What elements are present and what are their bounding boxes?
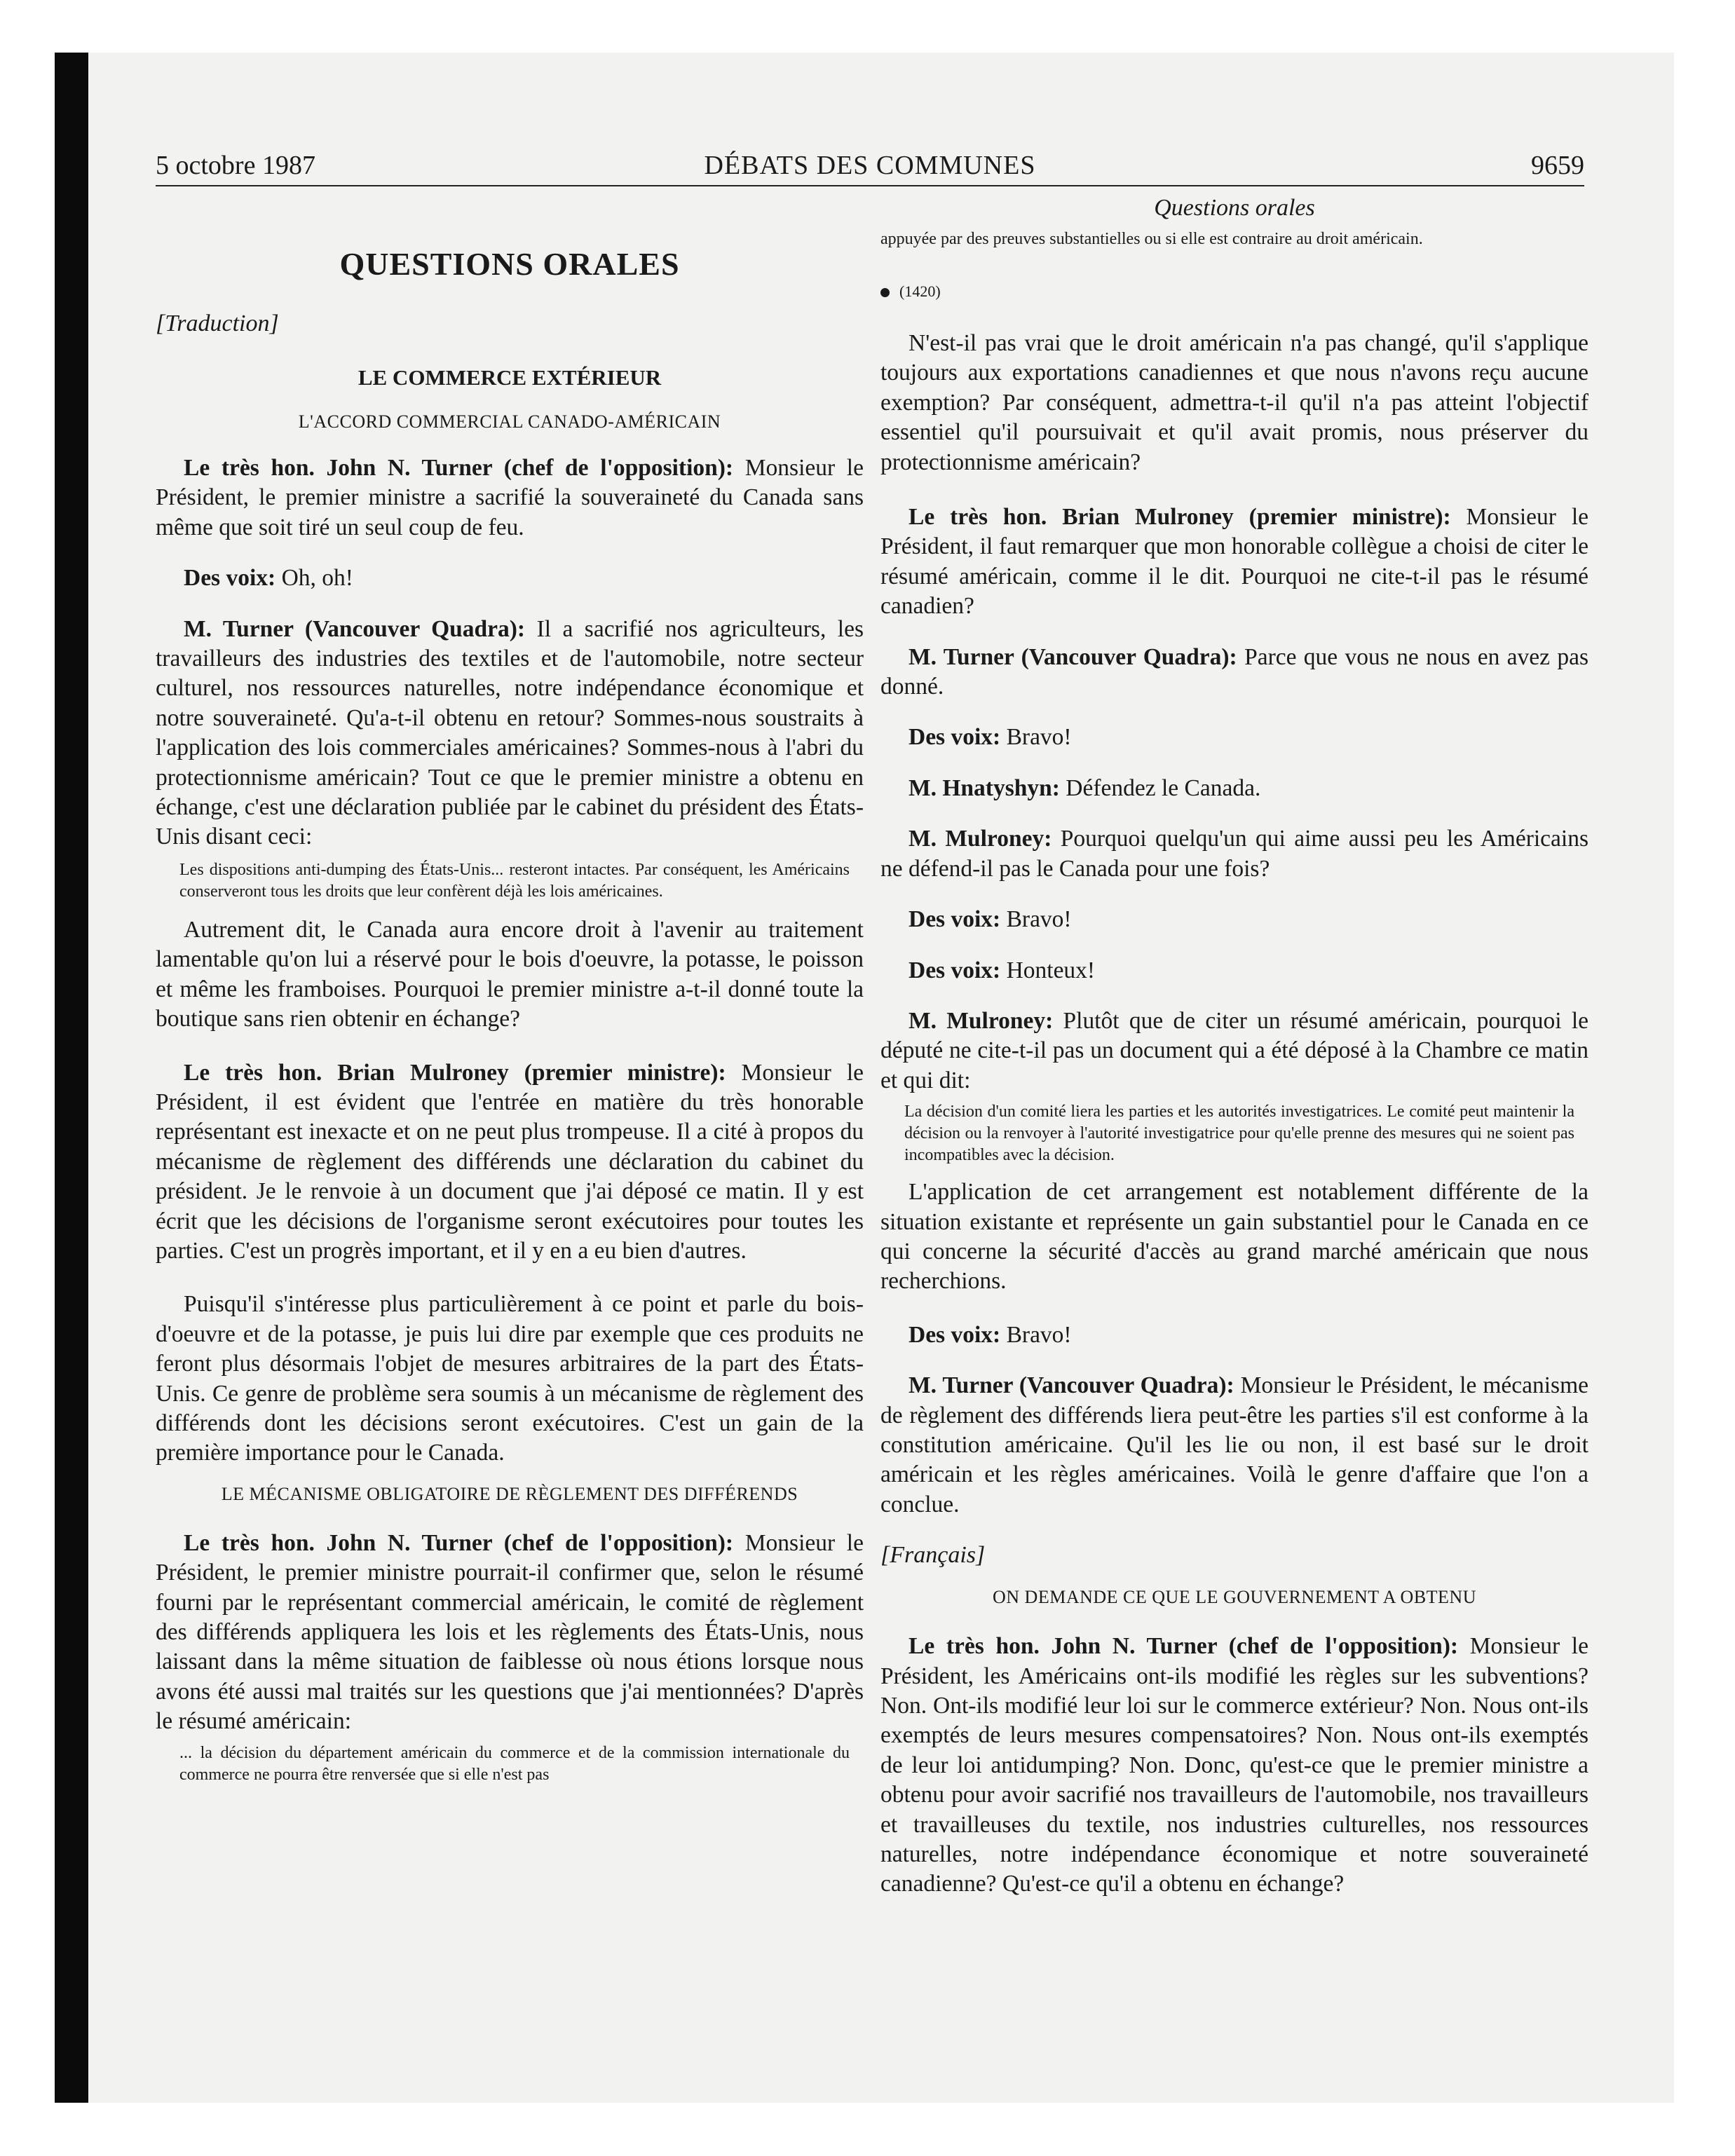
- paragraph: [156, 615, 864, 852]
- speaker-name: Des voix:: [909, 906, 1001, 933]
- speech-text: Monsieur le Président, il est évident que l'entrée en matière du très honorable représentant est inexacte et on ne peut plus trompeuse. Il a cité à propos du mécanisme de règlement des différends une déclaration du cabinet du président. Je le renvoie à un document que j'ai déposé ce matin. Il y est écrit que les décisions de l'organisme seront exécutoires pour toutes les parties. C'est un progrès important, et il y en a eu bien d'autres.: [156, 1059, 864, 1264]
- paragraph: L'application de cet arrangement est notablement différente de la situation existante et représente un gain substantiel pour le Canada en ce qui concerne la sécurité d'accès au grand marché américain que nous recherchions.: [880, 1179, 1588, 1295]
- paragraph: [880, 824, 1588, 884]
- speech-text: Monsieur le Président, il faut remarquer que mon honorable collègue a choisi de citer le résumé américain, comme il le dit. Pourquoi ne cite-t-il pas le résumé canadien?: [880, 504, 1588, 620]
- paragraph: [880, 723, 1588, 752]
- paragraph: [880, 905, 1588, 934]
- right-column: [880, 195, 1588, 1899]
- block-quote-continued: appuyée par des preuves substantielles ou si elle est contraire au droit américain.: [880, 230, 1423, 248]
- speaker-name: Des voix:: [184, 565, 276, 592]
- scan-edge-bar: [55, 53, 88, 2103]
- language-note: [Français]: [880, 1542, 986, 1569]
- page-header: [156, 147, 1584, 184]
- left-column: [156, 193, 864, 1786]
- translation-note: [Traduction]: [156, 311, 279, 336]
- speaker-name: Des voix:: [909, 724, 1001, 751]
- speech-text: Honteux!: [1006, 957, 1096, 983]
- paragraph: [156, 1058, 864, 1267]
- block-quote: La décision d'un comité liera les parties et les autorités investigatrices. Le comité peut maintenir la décision ou la renvoyer à l'autorité investigatrice pour qu'elle prenne des mesures qui ne soient pas incompatibles avec la décision.: [904, 1103, 1574, 1165]
- speech-text: Bravo!: [1006, 1321, 1072, 1348]
- paragraph: [880, 774, 1588, 803]
- speaker-name: M. Hnatyshyn:: [909, 775, 1060, 801]
- paragraph: Puisqu'il s'intéresse plus particulièrement à ce point et parle du bois-d'oeuvre et de la potasse, je puis lui dire par exemple que ces produits ne feront plus désormais l'objet de mesures arbitraires de la part des États-Unis. Ce genre de problème sera soumis à un mécanisme de règlement des différends dont les décisions seront exécutoires. C'est un gain de la première importance pour le Canada.: [156, 1291, 864, 1466]
- speaker-name: Le très hon. John N. Turner (chef de l'opposition):: [184, 455, 734, 481]
- speaker-name: M. Turner (Vancouver Quadra):: [909, 1372, 1234, 1399]
- time-stamp: [880, 281, 1588, 302]
- paragraph: [156, 564, 864, 593]
- paragraph: [880, 956, 1588, 985]
- paragraph: [880, 1007, 1588, 1096]
- speaker-name: Le très hon. Brian Mulroney (premier ministre):: [184, 1059, 726, 1086]
- speaker-name: M. Turner (Vancouver Quadra):: [909, 643, 1237, 670]
- speaker-name: M. Mulroney:: [909, 826, 1052, 852]
- block-quote: ... la décision du département américain du commerce et de la commission internationale du commerce ne pourra être renversée que si elle n'est pas: [179, 1743, 850, 1784]
- speaker-name: Des voix:: [909, 1321, 1001, 1348]
- speaker-name: Le très hon. John N. Turner (chef de l'opposition):: [909, 1633, 1459, 1660]
- speech-text: Oh, oh!: [281, 565, 353, 592]
- speech-text: Pourquoi quelqu'un qui aime aussi peu les Américains ne défend-il pas le Canada pour une fois?: [880, 826, 1589, 882]
- subheading-trade-agreement: L'ACCORD COMMERCIAL CANADO-AMÉRICAIN: [298, 411, 721, 432]
- speech-text: Bravo!: [1006, 724, 1072, 751]
- paragraph: [156, 453, 864, 543]
- bullet-icon: [880, 288, 890, 297]
- subheading-government-gains: ON DEMANDE CE QUE LE GOUVERNEMENT A OBTENU: [993, 1587, 1476, 1608]
- speech-text: Il a sacrifié nos agriculteurs, les travailleurs des industries des textiles et de l'automobile, notre secteur culturel, nos ressources naturelles, notre indépendance économique et notre souveraineté. Qu'a-t-il obtenu en retour? Sommes-nous soustraits à l'application des lois commerciales américaines? Sommes-nous à l'abri du protectionnisme américain? Tout ce que le premier ministre a obtenu en échange, c'est une déclaration publiée par le cabinet du président des États-Unis disant ceci:: [156, 615, 864, 850]
- paragraph: [880, 503, 1588, 622]
- speaker-name: M. Mulroney:: [909, 1007, 1054, 1034]
- paragraph: [880, 643, 1588, 702]
- speaker-name: Des voix:: [909, 957, 1001, 983]
- speech-text: Plutôt que de citer un résumé américain, pourquoi le député ne cite-t-il pas un document qui a été déposé à la Chambre ce matin et qui dit:: [880, 1007, 1588, 1093]
- speech-text: Monsieur le Président, le premier ministre a sacrifié la souveraineté du Canada sans même que soit tiré un seul coup de feu.: [156, 455, 864, 540]
- paragraph: [880, 1371, 1588, 1520]
- paragraph: Autrement dit, le Canada aura encore droit à l'avenir au traitement lamentable qu'on lui a réservé pour le bois d'oeuvre, la potasse, le poisson et même les framboises. Pourquoi le premier ministre a-t-il donné toute la boutique sans rien obtenir en échange?: [156, 916, 864, 1032]
- speech-text: Monsieur le Président, le mécanisme de règlement des différends liera peut-être les parties s'il est conforme à la constitution américaine. Qu'il les lie ou non, il est basé sur le droit américain et les règles américaines. Voilà le genre d'affaire que l'on a conclue.: [880, 1372, 1589, 1517]
- header-rule: [156, 185, 1584, 186]
- speaker-name: M. Turner (Vancouver Quadra):: [184, 615, 526, 642]
- paragraph: N'est-il pas vrai que le droit américain n'a pas changé, qu'il s'applique toujours aux exportations canadiennes et que nous n'avons reçu aucune exemption? Par conséquent, admettra-t-il qu'il n'a pas atteint l'objectif essentiel qu'il poursuivait et qu'il avait promis, nous préserver du protectionnisme américain?: [880, 330, 1588, 475]
- block-quote: Les dispositions anti-dumping des États-Unis... resteront intactes. Par conséquent, les Américains conserveront tous les droits que leur confèrent déjà les lois américaines.: [179, 860, 850, 901]
- section-title: QUESTIONS ORALES: [339, 246, 680, 282]
- speaker-name: Le très hon. Brian Mulroney (premier ministre):: [909, 504, 1451, 531]
- section-heading: LE COMMERCE EXTÉRIEUR: [358, 365, 662, 390]
- running-head: Questions orales: [1154, 195, 1315, 221]
- header-publication: DÉBATS DES COMMUNES: [704, 151, 1036, 180]
- speech-text: Défendez le Canada.: [1066, 775, 1261, 801]
- header-page-number: 9659: [1531, 151, 1584, 180]
- speech-text: Parce que vous ne nous en avez pas donné.: [880, 643, 1588, 700]
- speaker-name: Le très hon. John N. Turner (chef de l'opposition):: [184, 1529, 734, 1556]
- paragraph: [156, 1529, 864, 1737]
- subheading-dispute-mechanism: LE MÉCANISME OBLIGATOIRE DE RÈGLEMENT DES DIFFÉRENDS: [221, 1483, 798, 1504]
- speech-text: Monsieur le Président, les Américains ont-ils modifié les règles sur les subventions? Non. Ont-ils modifié leur loi sur le commerce extérieur? Non. Nous ont-ils exemptés de leurs mesures compensatoires? Non. Nous ont-ils exemptés de leur loi antidumping? Non. Donc, qu'est-ce que le premier ministre a obtenu pour avoir sacrifié nos travailleurs de l'automobile, nos travailleurs et travailleuses du textile, nos industries culturelles, nos ressources naturelles, notre indépendance économique et notre souveraineté canadienne? Qu'est-ce qu'il a obtenu en échange?: [880, 1633, 1588, 1897]
- paragraph: [880, 1632, 1588, 1899]
- speech-text: Monsieur le Président, le premier ministre pourrait-il confirmer que, selon le résumé fourni par le représentant commercial américain, le comité de règlement des différends appliquera les lois et les règlements des États-Unis, nous laissant dans la même situation de faiblesse où nous étions lorsque nous avons été aussi mal traités sur les questions que j'ai mentionnées? D'après le résumé américain:: [156, 1529, 864, 1735]
- paragraph: [880, 1321, 1588, 1350]
- speech-text: Bravo!: [1006, 906, 1072, 933]
- header-date: 5 octobre 1987: [156, 151, 315, 180]
- time-stamp-text: (1420): [899, 282, 941, 300]
